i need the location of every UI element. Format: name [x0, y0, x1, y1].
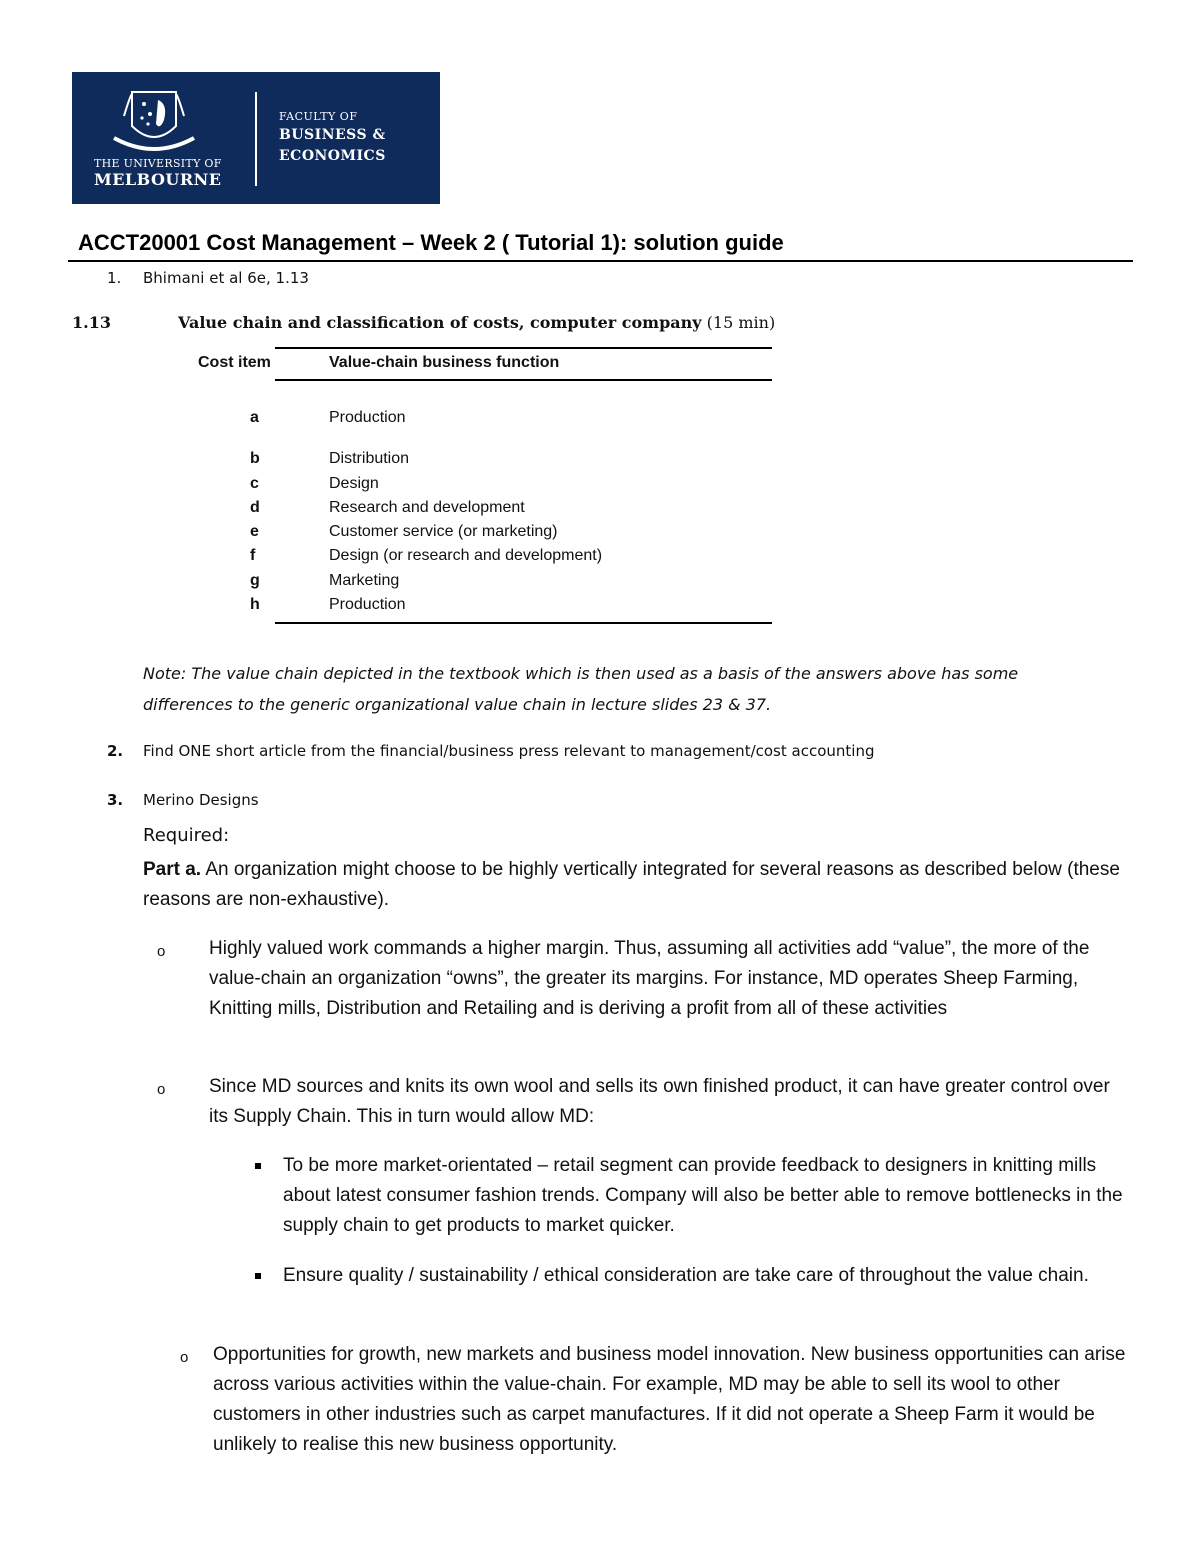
bullet-marker: o	[157, 1081, 166, 1098]
table-row-item: e	[250, 523, 259, 540]
sub-bullet-item: To be more market-orientated – retail segment can provide feedback to designers in knitting mills about latest consumer fashion trends. Company will also be better able to remove bottlenecks in the supply chain to get products to market quicker.	[283, 1155, 1123, 1236]
table-top-rule	[275, 347, 772, 349]
table-row-item: f	[250, 547, 256, 564]
bullet-item: Highly valued work commands a higher margin. Thus, assuming all activities add “value”, the more of the value-chain an organization “owns”, the greater its margins. For instance, MD operates Sheep Farming, Knitting mills, Distribution and Retailing and is deriving a profit from all of these activities	[209, 938, 1090, 1019]
table-row-function: Marketing	[329, 572, 400, 589]
part-a-intro: An organization might choose to be highly vertically integrated for several reasons as described below (these reasons are non-exhaustive).	[143, 859, 1120, 910]
table-bottom-rule	[275, 622, 772, 624]
exercise-title: Value chain and classification of costs, computer company	[178, 313, 702, 332]
university-crest-icon	[94, 86, 214, 162]
document-title: ACCT20001 Cost Management – Week 2 ( Tutorial 1): solution guide	[78, 230, 784, 255]
table-row-item: c	[250, 475, 259, 492]
exercise-number: 1.13	[72, 313, 111, 332]
question-1-number: 1.	[107, 269, 122, 287]
table-row-function: Research and development	[329, 499, 525, 516]
sub-bullet-item: Ensure quality / sustainability / ethical consideration are take care of throughout the value chain.	[283, 1265, 1089, 1286]
bullet-item: Since MD sources and knits its own wool and sells its own finished product, it can have greater control over its Supply Chain. This in turn would allow MD:	[209, 1076, 1110, 1127]
table-row-function: Production	[329, 596, 406, 613]
sub-bullet-marker	[255, 1273, 261, 1279]
bullet-marker: o	[180, 1349, 189, 1366]
part-a-paragraph	[143, 855, 1133, 915]
table-row-item: g	[250, 572, 260, 589]
table-row-item: b	[250, 450, 260, 467]
bullet-item: Opportunities for growth, new markets and business model innovation. New business opportunities can arise across various activities within the value-chain. For example, MD may be able to sell its wool to other customers in other industries such as carpet manufactures. If it did not operate a Sheep Farm it would be unlikely to realise this new business opportunity.	[213, 1344, 1126, 1455]
exercise-time: (15 min)	[706, 313, 776, 332]
table-row-function: Design (or research and development)	[329, 547, 603, 564]
table-row-item: h	[250, 596, 260, 613]
table-row-item: a	[250, 409, 259, 426]
note-text: The value chain depicted in the textbook which is then used as a basis of the answers above has some differences to the generic organizational value chain in lecture slides 23 & 37.	[143, 664, 1019, 714]
table-row-function: Production	[329, 409, 406, 426]
table-row-function: Customer service (or marketing)	[329, 523, 558, 540]
logo-faculty-line1: FACULTY OF	[279, 110, 358, 123]
table-header-cost-item: Cost item	[198, 354, 271, 371]
question-1-text: Bhimani et al 6e, 1.13	[143, 269, 309, 287]
title-underline	[68, 260, 1133, 262]
table-row-function: Design	[329, 475, 379, 492]
exercise-heading	[178, 313, 775, 332]
question-2-number: 2.	[107, 742, 124, 760]
table-row-item: d	[250, 499, 260, 516]
required-heading: Required:	[143, 825, 230, 846]
sub-bullet-marker	[255, 1163, 261, 1169]
bullet-marker: o	[157, 943, 166, 960]
table-header-rule	[275, 379, 772, 381]
part-a-label: Part a.	[143, 859, 202, 880]
university-logo	[72, 72, 440, 204]
logo-university-line1: THE UNIVERSITY OF	[94, 157, 222, 170]
question-3-text: Merino Designs	[143, 791, 259, 809]
logo-divider	[255, 92, 257, 186]
logo-faculty-line2: BUSINESS &	[279, 127, 386, 143]
logo-faculty-line3: ECONOMICS	[279, 148, 386, 164]
table-row-function: Distribution	[329, 450, 410, 467]
question-3-number: 3.	[107, 791, 124, 809]
note-label: Note:	[143, 664, 187, 683]
question-2-text: Find ONE short article from the financial/business press relevant to management/cost accounting	[143, 742, 875, 760]
note-paragraph	[143, 658, 1103, 720]
table-header-function: Value-chain business function	[329, 354, 560, 371]
logo-university-line2: MELBOURNE	[94, 170, 222, 189]
